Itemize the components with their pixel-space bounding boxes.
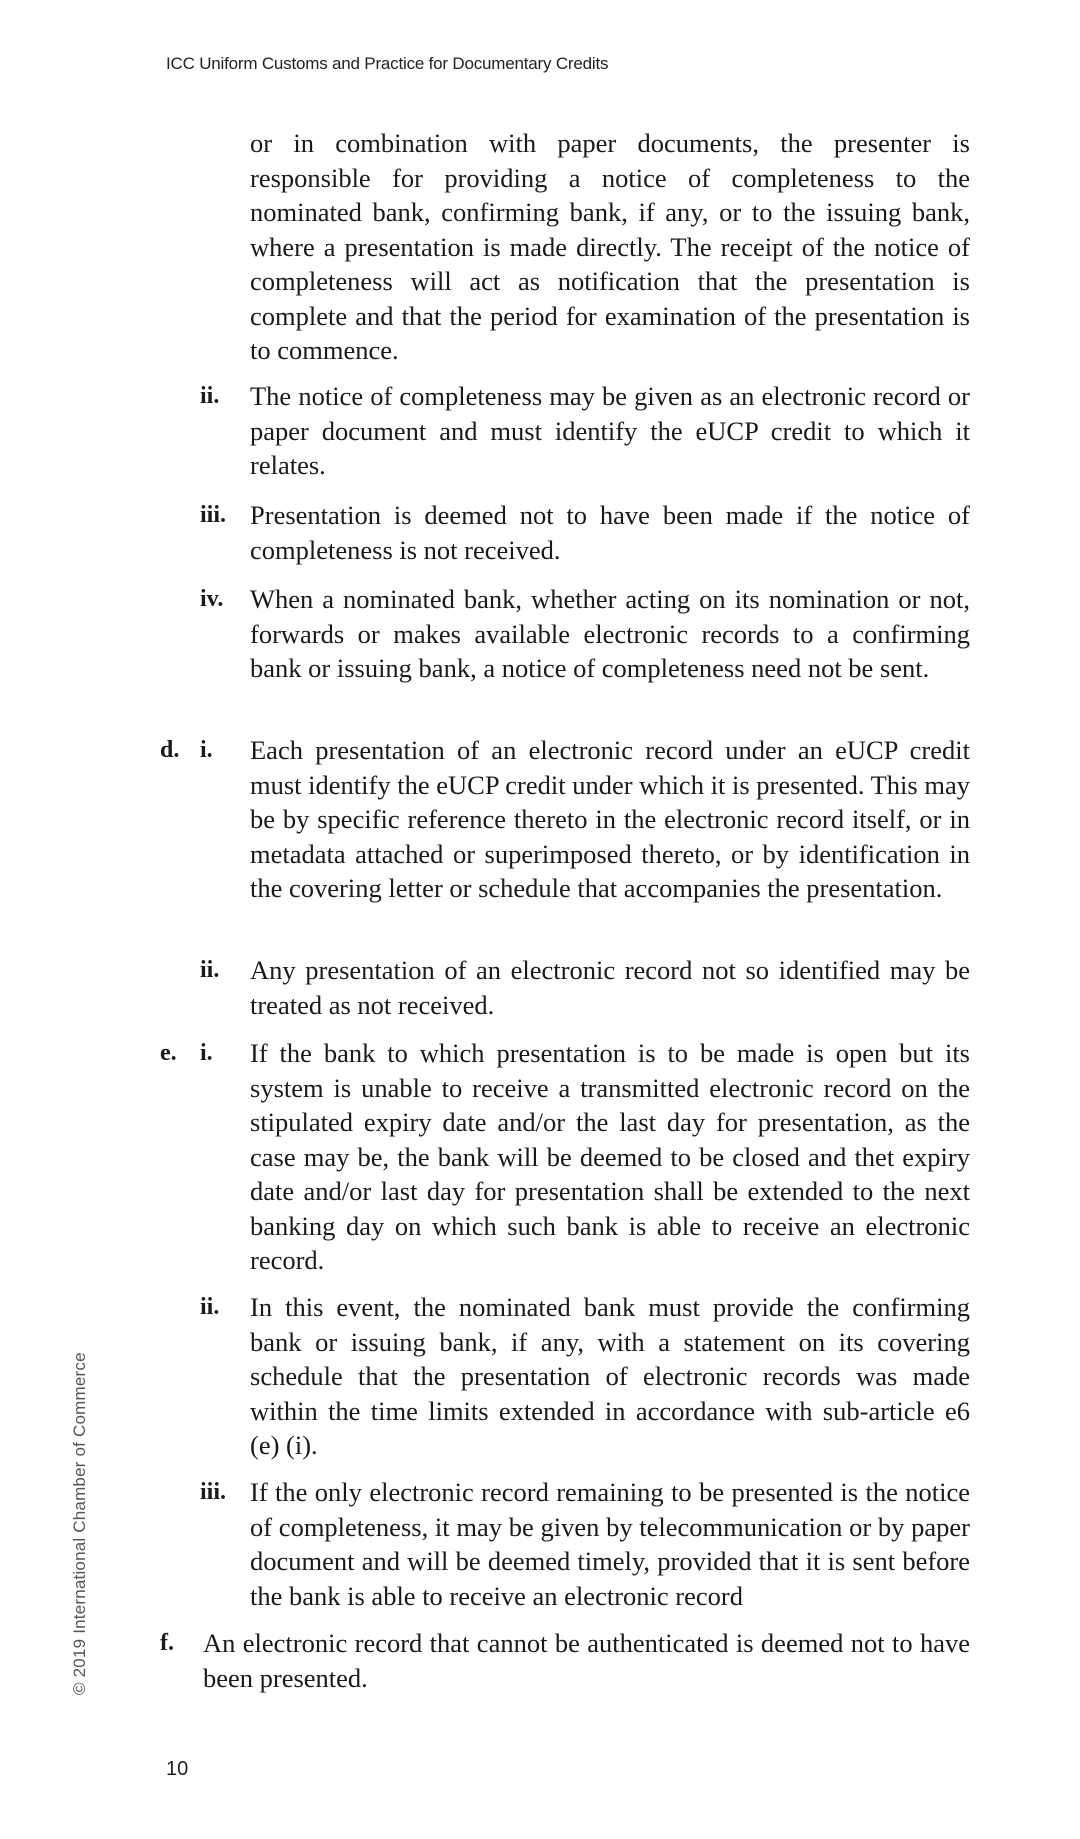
item-text: Any presentation of an electronic record not so identified may be treated as not received. bbox=[250, 955, 970, 1020]
item-marker: ii. bbox=[200, 957, 220, 983]
item-d-i bbox=[250, 733, 970, 906]
section-marker: d. bbox=[160, 737, 180, 763]
item-c-iii bbox=[250, 498, 970, 567]
item-e-i bbox=[250, 1036, 970, 1278]
item-text: Presentation is deemed not to have been made if the notice of completeness is not received. bbox=[250, 500, 970, 565]
page-number: 10 bbox=[166, 1758, 189, 1780]
item-c-iv bbox=[250, 582, 970, 686]
running-header: ICC Uniform Customs and Practice for Documentary Credits bbox=[166, 54, 609, 73]
item-text: If the bank to which presentation is to be made is open but its system is unable to receive a transmitted electronic record on the stipulated expiry date and/or the last day for presentation, as the case may be, the bank will be deemed to be closed and thet expiry date and/or last day for presentation shall be extended to the next banking day on which such bank is able to receive an electronic record. bbox=[250, 1038, 970, 1275]
item-text: An electronic record that cannot be authenticated is deemed not to have been presented. bbox=[203, 1628, 970, 1693]
item-marker: ii. bbox=[200, 383, 220, 409]
item-text: In this event, the nominated bank must provide the confirming bank or issuing bank, if any, with a statement on its covering schedule that the presentation of electronic records was made within the time limits extended in accordance with sub-article e6 (e) (i). bbox=[250, 1292, 970, 1460]
item-c-ii bbox=[250, 379, 970, 483]
item-marker: iv. bbox=[200, 586, 224, 612]
continuation-paragraph bbox=[250, 126, 970, 368]
section-marker: e. bbox=[160, 1040, 177, 1066]
item-text: The notice of completeness may be given as an electronic record or paper document and must identify the eUCP credit to which it relates. bbox=[250, 381, 970, 480]
item-marker: i. bbox=[200, 1040, 213, 1066]
item-text: Each presentation of an electronic record under an eUCP credit must identify the eUCP credit under which it is presented. This may be by specific reference thereto in the electronic record itself, or in metadata attached or superimposed thereto, or by identification in the covering letter or schedule that accompanies the presentation. bbox=[250, 735, 970, 903]
item-e-iii bbox=[250, 1475, 970, 1613]
item-marker: iii. bbox=[200, 502, 227, 528]
item-d-ii bbox=[250, 953, 970, 1022]
item-text: When a nominated bank, whether acting on its nomination or not, forwards or makes available electronic records to a confirming bank or issuing bank, a notice of completeness need not be sent. bbox=[250, 584, 970, 683]
item-e-ii bbox=[250, 1290, 970, 1463]
item-marker: i. bbox=[200, 737, 213, 763]
item-text: If the only electronic record remaining to be presented is the notice of completeness, it may be given by telecommunication or by paper document and will be deemed timely, provided that it is sent before the bank is able to receive an electronic record bbox=[250, 1477, 970, 1611]
item-f bbox=[203, 1626, 970, 1695]
continuation-text: or in combination with paper documents, the presenter is responsible for providing a notice of completeness to the nominated bank, confirming bank, if any, or to the issuing bank, where a presentation is made directly. The receipt of the notice of completeness will act as notification that the presentation is complete and that the period for examination of the presentation is to commence. bbox=[250, 128, 970, 365]
item-marker: ii. bbox=[200, 1294, 220, 1320]
copyright-side-note: © 2019 International Chamber of Commerce bbox=[70, 1352, 89, 1695]
section-marker: f. bbox=[160, 1630, 174, 1656]
item-marker: iii. bbox=[200, 1479, 227, 1505]
